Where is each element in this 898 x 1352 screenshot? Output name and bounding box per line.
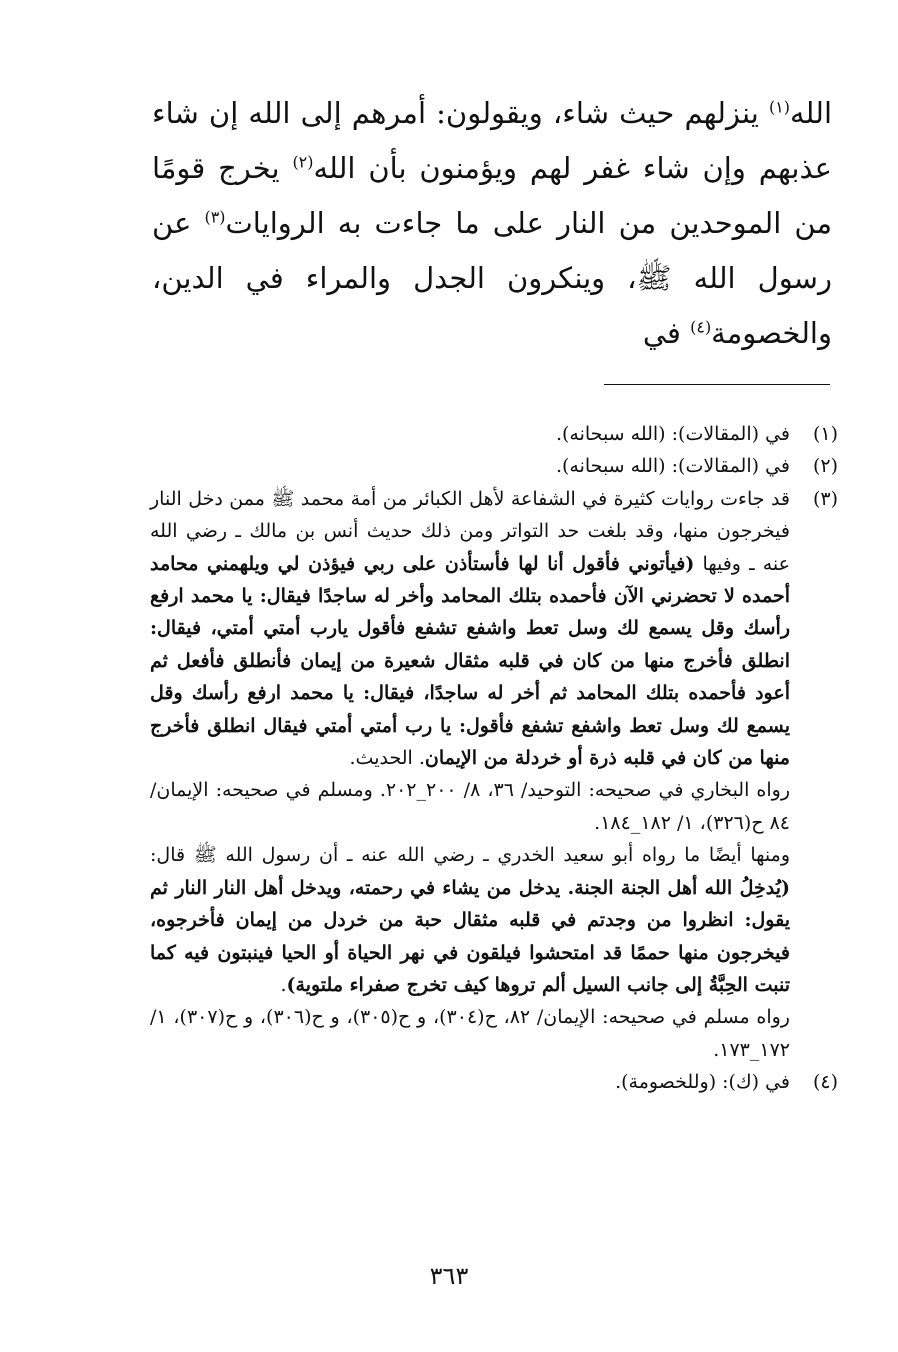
footnote-text: ومنها أيضًا ما رواه أبو سعيد الخدري ـ رضي الله عنه ـ أن رسول الله ﷺ قال: [150, 844, 790, 867]
footnotes [150, 418, 838, 1099]
footnote-text: في (ك): (وللخصومة). [615, 1071, 790, 1094]
footnote-text: في (المقالات): (الله سبحانه). [555, 455, 790, 478]
footnote-paragraph [150, 483, 790, 775]
footnote-ref[interactable]: (٤) [690, 317, 712, 337]
footnote-separator [604, 384, 830, 385]
main-text [152, 86, 832, 361]
footnote-text: في (المقالات): (الله سبحانه). [555, 423, 790, 445]
footnote-3 [150, 483, 838, 1066]
main-text-part: في [642, 316, 691, 350]
footnote-ref[interactable]: (٢) [292, 152, 314, 172]
main-text-part: يخرج قومًا من الموحدين من النار على ما جاءت به الروايات [152, 151, 832, 240]
footnote-ref[interactable]: (١) [768, 97, 790, 117]
main-text-part: عن رسول الله ﷺ، وينكرون الجدل والمراء في الدين، والخصومة [152, 206, 832, 350]
footnote-text: قد جاءت روايات كثيرة في الشفاعة لأهل الكبائر من أمة محمد ﷺ ممن دخل النار فيخرجون منها، وقد بلغت حد التواتر ومن ذلك حديث أنس بن مالك ـ رضي الله عنه ـ وفيها [150, 487, 790, 575]
footnote-paragraph [150, 839, 790, 1001]
main-text-part: الله [789, 96, 832, 130]
hadith-quote: (يُدخِلُ الله أهل الجنة الجنة. يدخل من يشاء في رحمته، ويدخل أهل النار النار ثم يقول: انظروا من وجدتم في قلبه مثقال حبة من خردل من إيمان فأخرجوه، فيخرجون منها حممًا قد امتحشوا فيلقون في نهر الحياة أو الحيا فينبتون فيه كما تنبت الحِبَّةُ إلى جانب السيل ألم تروها كيف تخرج صفراء ملتوية) [150, 876, 790, 996]
footnote-4 [150, 1066, 838, 1098]
footnote-number: (٣) [812, 487, 838, 510]
main-paragraph [152, 86, 832, 361]
footnote-text: . الحديث. [349, 747, 425, 770]
footnote-1 [150, 418, 838, 450]
footnote-text: . [280, 973, 287, 996]
footnote-number: (١) [812, 423, 838, 445]
page-number: ٣٦٣ [429, 1262, 469, 1290]
footnote-number: (٤) [812, 1071, 838, 1094]
main-text-part: ينزلهم حيث شاء، ويقولون: أمرهم إلى الله إن شاء عذبهم وإن شاء غفر لهم ويؤمنون بأن الله [152, 96, 832, 185]
footnote-number: (٢) [812, 455, 838, 478]
footnote-source: رواه مسلم في صحيحه: الإيمان/ ٨٢، ح(٣٠٤)، و ح(٣٠٥)، و ح(٣٠٦)، و ح(٣٠٧)، ١/ ١٧٢_١٧٣. [150, 1006, 790, 1061]
hadith-quote: (فيأتوني فأقول أنا لها فأستأذن على ربي فيؤذن لي ويلهمني محامد أحمده لا تحضرني الآن فأحمده بتلك المحامد وأخر له ساجدًا فيقال: يا محمد ارفع رأسك وقل يسمع لك وسل تعط واشفع تشفع فأقول يارب أمتي أمتي، فيقال: انطلق فأخرج منها من كان في قلبه مثقال شعيرة من إيمان فأنطلق فأفعل ثم أعود فأحمده بتلك المحامد ثم أخر له ساجدًا، فيقال: يا محمد ارفع رأسك وقل يسمع لك وسل تعط واشفع تشفع فأقول: يا رب أمتي أمتي فيقال انطلق فأخرج منها من كان في قلبه ذرة أو خردلة من الإيمان [150, 552, 790, 770]
footnote-ref[interactable]: (٣) [204, 207, 226, 227]
footnote-source: رواه البخاري في صحيحه: التوحيد/ ٣٦، ٨/ ٢٠٠_٢٠٢. ومسلم في صحيحه: الإيمان/ ٨٤ ح(٣٢٦)، ١/ ١٨٢_١٨٤. [150, 779, 790, 834]
footnote-2 [150, 450, 838, 482]
